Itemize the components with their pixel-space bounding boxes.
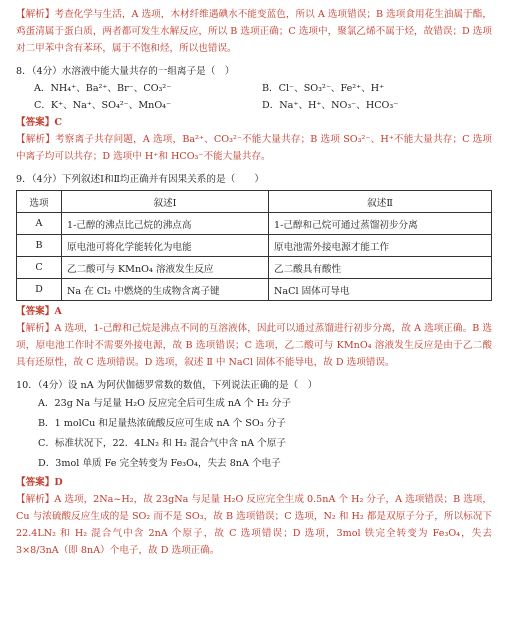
q10-analysis: 【解析】A 选项，2Na~H₂，故 23gNa 与足量 H₂O 反应完全生成 0.5nA 个 H₂ 分子，A 选项错误；B 选项，Cu 与浓硫酸反应生成的是 SO₂ 而不是 SO₃，故 B 选项错误；C 选项，N₂ 和 H₂ 都是双原子分子，所以标况下 22.4LN₂ 和 H₂ 混合气中含 2nA 个原子，故 C 选项错误；D 选项，3mol 铁完全转变为 Fe₃O₄，失去 3×8/3nA（即 8nA）个电子，故 D 选项正确。 xyxy=(16,494,492,556)
table-cell: A xyxy=(17,213,62,235)
q9-answer: 【答案】A xyxy=(16,306,62,317)
q8-analysis: 【解析】考察离子共存问题，A 选项，Ba²⁺、CO₃²⁻不能大量共存；B 选项 SO₃²⁻、H⁺不能大量共存；C 选项中离子均可以共存；D 选项中 H⁺和 HCO₃⁻不能大量共存。 xyxy=(16,134,492,162)
table-header-statement-2: 叙述Ⅱ xyxy=(269,191,492,213)
q8-option-d: D．Na⁺、H⁺、NO₃⁻、HCO₃⁻ xyxy=(262,100,399,111)
table-cell: 1-己醇的沸点比己烷的沸点高 xyxy=(62,213,269,235)
q10-option-b: B．1 molCu 和足量热浓硫酸反应可生成 nA 个 SO₃ 分子 xyxy=(38,418,286,429)
table-cell: NaCl 固体可导电 xyxy=(269,279,492,301)
table-header-statement-1: 叙述Ⅰ xyxy=(62,191,269,213)
q9-title: 9．（4分）下列叙述Ⅰ和Ⅱ均正确并有因果关系的是（ ） xyxy=(16,174,264,185)
q8-options xyxy=(16,80,492,114)
table-cell: 1-己醇和己烷可通过蒸馏初步分离 xyxy=(269,213,492,235)
table-cell: B xyxy=(17,235,62,257)
table-row xyxy=(17,257,492,279)
table-header-row xyxy=(17,191,492,213)
q10-option-c: C．标准状况下，22．4LN₂ 和 H₂ 混合气中含 nA 个原子 xyxy=(38,438,286,449)
q10-answer: 【答案】D xyxy=(16,477,63,488)
q7-analysis: 【解析】考查化学与生活，A 选项，木材纤维遇碘水不能变蓝色，所以 A 选项错误；B 选项食用花生油属于酯，鸡蛋清属于蛋白质，两者都可发生水解反应，所以 B 选项正确；C 选项中，聚氯乙烯不属于烃，故错误；D 选项对二甲苯中含有苯环，属于不饱和烃，所以也错误。 xyxy=(16,9,492,54)
table-cell: D xyxy=(17,279,62,301)
table-row xyxy=(17,213,492,235)
table-cell: Na 在 Cl₂ 中燃烧的生成物含离子键 xyxy=(62,279,269,301)
q8-option-c: C．K⁺、Na⁺、SO₄²⁻、MnO₄⁻ xyxy=(34,100,172,111)
table-header-option: 选项 xyxy=(17,191,62,213)
q8-option-a: A．NH₄⁺、Ba²⁺、Br⁻、CO₃²⁻ xyxy=(34,83,172,94)
q10-option-d: D．3mol 单质 Fe 完全转变为 Fe₃O₄，失去 8nA 个电子 xyxy=(38,458,281,469)
table-row xyxy=(17,279,492,301)
table-cell: 乙二酸具有酸性 xyxy=(269,257,492,279)
table-cell: 原电池可将化学能转化为电能 xyxy=(62,235,269,257)
table-cell: C xyxy=(17,257,62,279)
q8-answer: 【答案】C xyxy=(16,117,63,128)
q10-option-a: A．23g Na 与足量 H₂O 反应完全后可生成 nA 个 H₂ 分子 xyxy=(38,398,292,409)
table-cell: 乙二酸可与 KMnO₄ 溶液发生反应 xyxy=(62,257,269,279)
q10-title: 10．（4分）设 nA 为阿伏伽德罗常数的数值，下列说法正确的是（ ） xyxy=(16,380,318,391)
table-row xyxy=(17,235,492,257)
q9-table xyxy=(16,190,492,301)
q8-title: 8．（4分）水溶液中能大量共存的一组离子是（ ） xyxy=(16,66,235,77)
q8-option-b: B．Cl⁻、SO₃²⁻、Fe²⁺、H⁺ xyxy=(262,83,385,94)
q9-analysis: 【解析】A 选项，1-己醇和己烷是沸点不同的互溶液体，因此可以通过蒸馏进行初步分离，故 A 选项正确。B 选项，原电池工作时不需要外接电源，故 B 选项错误；C 选项，乙二酸可与 KMnO₄ 溶液发生反应是由于乙二酸具有还原性，故 C 选项错误。D 选项，叙述 Ⅱ 中 NaCl 固体不能导电，故 D 选项错误。 xyxy=(16,323,492,368)
table-cell: 原电池需外接电源才能工作 xyxy=(269,235,492,257)
